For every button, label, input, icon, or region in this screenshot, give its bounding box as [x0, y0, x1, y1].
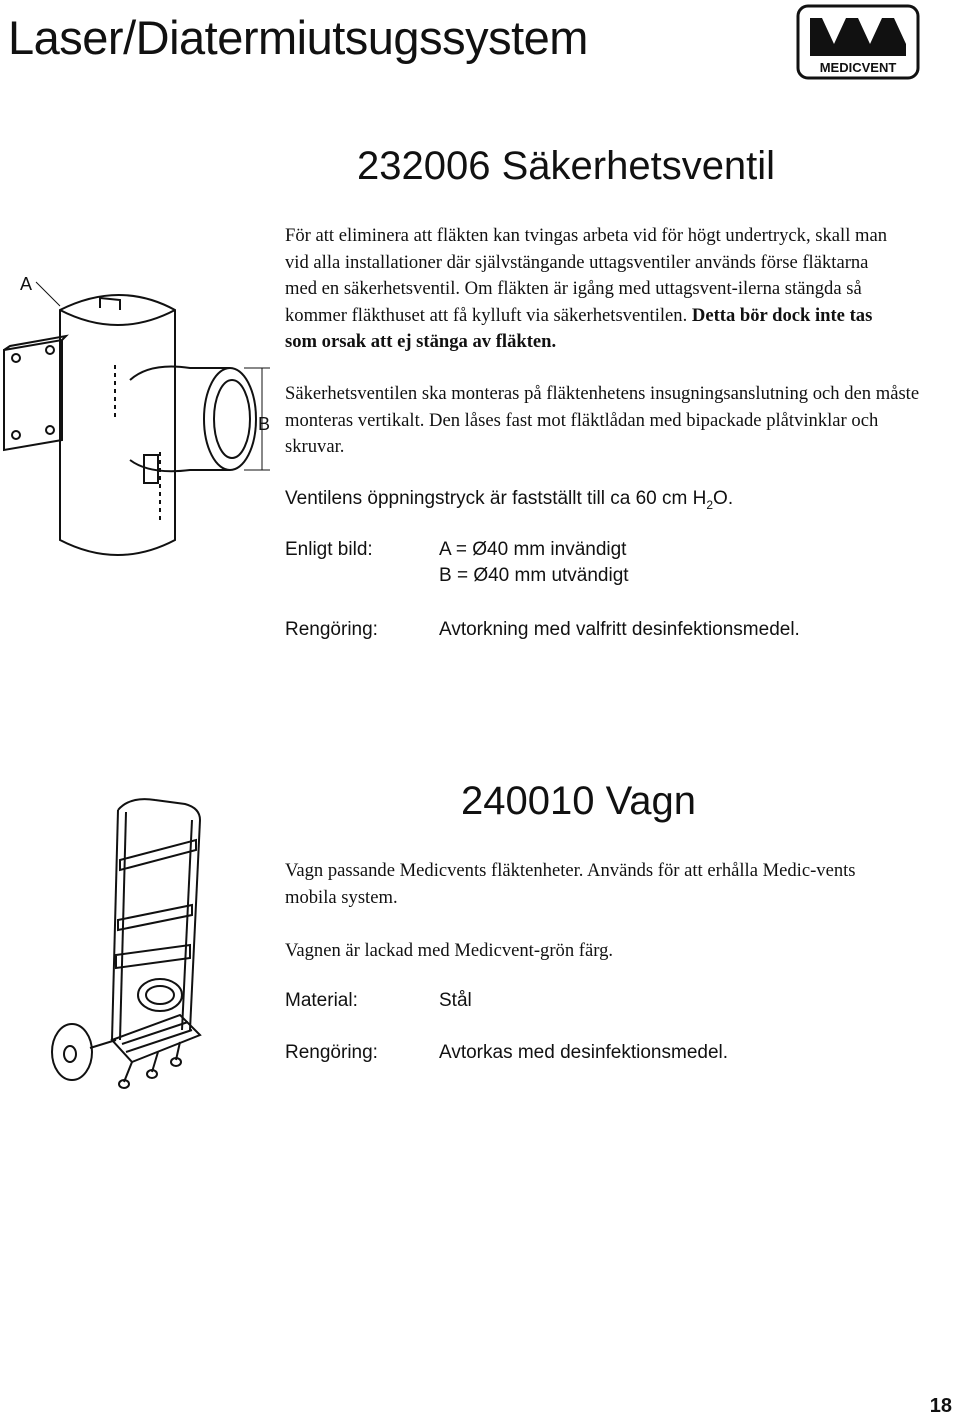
material-value: Stål	[439, 990, 472, 1011]
valve-paragraph-1	[285, 223, 905, 356]
safety-valve-drawing	[0, 270, 290, 580]
page-number	[912, 1382, 952, 1422]
cart-paragraph-1: Vagn passande Medicvents fläktenheter. Används för att erhålla Medic-vents mobila system.	[285, 860, 856, 908]
material-label: Material:	[285, 990, 358, 1011]
page-number-text: 18	[929, 1395, 952, 1417]
cart-drawing	[40, 790, 250, 1110]
valve-section-title: 232006 Säkerhetsventil	[357, 144, 776, 188]
cart-section-title: 240010 Vagn	[461, 779, 697, 823]
enligt-label: Enligt bild:	[285, 539, 373, 560]
cart-paragraph-2: Vagnen är lackad med Medicvent-grön färg.	[285, 940, 614, 961]
document-title: Laser/Diatermiutsugssystem	[8, 11, 588, 64]
valve-paragraph-1-bold: Detta bör dock inte tas som orsak att ej stänga av fläkten.	[285, 304, 873, 352]
valve-cleaning-label: Rengöring:	[285, 619, 378, 640]
opening-pressure-suffix: O.	[713, 488, 734, 509]
valve-cleaning-value: Avtorkning med valfritt desinfektionsmedel.	[439, 619, 800, 640]
opening-pressure-sub: 2	[706, 498, 714, 512]
medicvent-logo	[796, 4, 920, 80]
diagram-label-b: B	[258, 414, 271, 434]
svg-text:MEDICVENT: MEDICVENT	[819, 60, 897, 75]
valve-paragraph-1-text: För att eliminera att fläkten kan tvingas arbeta vid för högt undertryck, skall man vid alla installationer där självstängande uttagsventiler används förse fläktarna med en säkerhetsventil. Om fläkten är igång med uttagsvent-ilerna stängda så kommer fläkthuset att få kylluft via säkerhetsventilen.	[285, 225, 888, 326]
cart-cleaning-value: Avtorkas med desinfektionsmedel.	[439, 1042, 729, 1063]
diagram-label-a: A	[20, 274, 33, 294]
opening-pressure-text: Ventilens öppningstryck är fastställt till ca 60 cm H	[285, 488, 707, 509]
opening-pressure	[285, 488, 733, 512]
dimension-a: A = Ø40 mm invändigt	[439, 539, 627, 560]
dimension-b: B = Ø40 mm utvändigt	[439, 565, 629, 586]
valve-paragraph-2: Säkerhetsventilen ska monteras på fläktenhetens insugningsanslutning och den måste monteras vertikalt. Den låses fast mot fläktlådan med bipackade plåtvinklar och skruvar.	[285, 383, 920, 457]
cart-cleaning-label: Rengöring:	[285, 1042, 378, 1063]
